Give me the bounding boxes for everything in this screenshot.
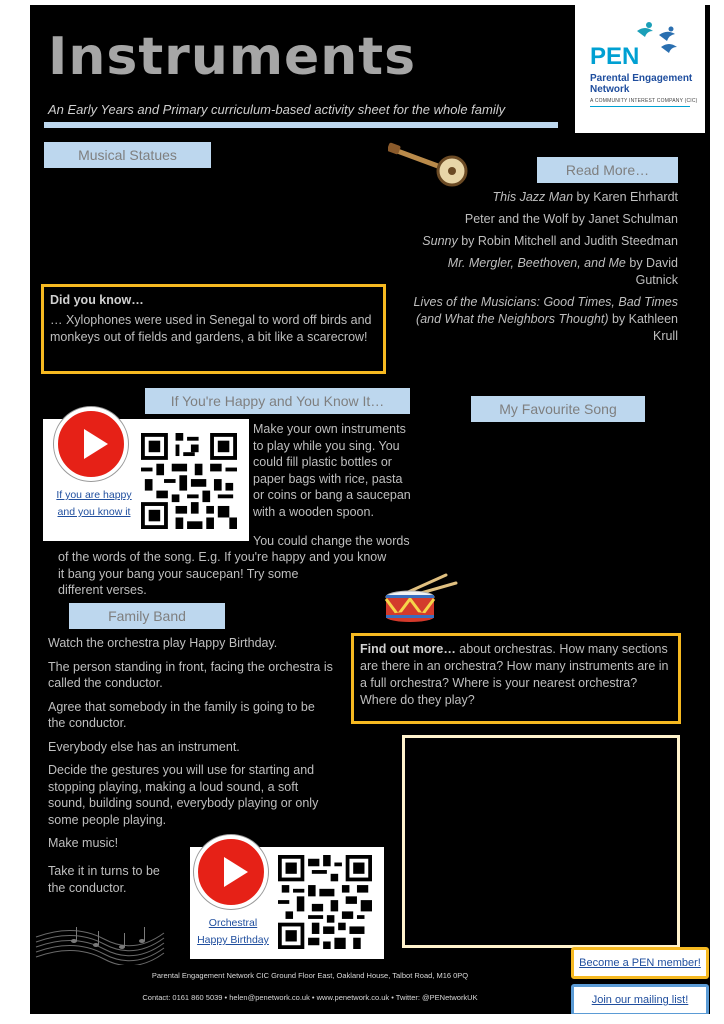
become-member-button[interactable]: Become a PEN member! — [571, 947, 709, 979]
logo-divider — [590, 106, 690, 107]
happy-song-video-card[interactable] — [43, 419, 249, 541]
find-out-more-box — [351, 633, 681, 724]
list-item: Peter and the Wolf by Janet Schulman — [464, 212, 678, 226]
page-subtitle: An Early Years and Primary curriculum-based activity sheet for the whole family — [48, 102, 506, 117]
banjo-icon — [388, 141, 470, 187]
happy-song-instructions: Make your own instruments to play while you sing. You could fill plastic bottles or paper bags with rice, pasta or coins or bang a saucepan with a wooden spoon. — [253, 422, 411, 519]
page-title: Instruments — [48, 27, 417, 87]
did-you-know-box — [41, 284, 386, 374]
play-button-icon[interactable] — [54, 407, 128, 481]
mailing-list-button[interactable]: Join our mailing list! — [571, 984, 709, 1014]
logo-name-line: Network — [590, 84, 630, 95]
list-item: Sunny by Robin Mitchell and Judith Steedman — [422, 234, 678, 248]
did-you-know-heading: Did you know… — [50, 293, 144, 307]
heading-musical-statues: Musical Statues — [44, 142, 211, 168]
list-item: Watch the orchestra play Happy Birthday. — [48, 636, 278, 650]
logo-name-line: Parental Engagement — [590, 73, 693, 84]
happy-song-verse-tip-cont: of the words of the song. E.g. If you're happy and you know it bang your bang your saucepan! Try some different verses. — [58, 550, 387, 597]
drum-icon — [384, 571, 460, 623]
happy-song-link[interactable]: If you are happy and you know it — [56, 489, 132, 518]
happy-song-verse-tip: You could change the words — [253, 534, 410, 548]
heading-read-more: Read More… — [537, 157, 678, 183]
family-band-steps — [48, 635, 333, 859]
did-you-know-text: … Xylophones were used in Senegal to word off birds and monkeys out of fields and gardens, a bit like a scarecrow! — [50, 313, 372, 344]
logo-acronym: PEN — [590, 43, 640, 70]
list-item: Make music! — [48, 836, 119, 850]
list-item: Everybody else has an instrument. — [48, 739, 240, 754]
qr-code — [278, 855, 372, 949]
list-item: This Jazz Man by Karen Ehrhardt — [492, 190, 678, 204]
title-underline — [44, 122, 558, 128]
find-out-more-heading: Find out more… — [360, 642, 456, 656]
play-button-icon[interactable] — [194, 835, 268, 909]
orchestra-video-link[interactable]: Orchestral Happy Birthday — [197, 917, 269, 946]
qr-code — [141, 433, 237, 529]
heading-family-band: Family Band — [69, 603, 225, 629]
list-item: Decide the gestures you will use for starting and stopping playing, making a loud sound, a soft sound, building sound, everybody playing or only some people playing. — [48, 763, 319, 827]
reading-list — [410, 189, 678, 350]
orchestra-video-card[interactable] — [190, 847, 384, 959]
activity-sheet — [30, 5, 710, 1014]
family-band-last-step: Take it in turns to be the conductor. — [48, 864, 160, 895]
logo-name — [590, 73, 700, 95]
footer-contact: Contact: 0161 860 5039 • helen@penetwork.co.uk • www.penetwork.co.uk • Twitter: @PENetworkUK — [142, 993, 478, 1002]
heading-favourite-song: My Favourite Song — [471, 396, 645, 422]
list-item: The person standing in front, facing the orchestra is called the conductor. — [48, 659, 333, 690]
list-item: Agree that somebody in the family is going to be the conductor. — [48, 699, 315, 730]
list-item: Mr. Mergler, Beethoven, and Me by David Gutnick — [447, 256, 678, 287]
pen-logo — [575, 5, 705, 133]
music-staff-icon — [34, 917, 166, 965]
footer-address: Parental Engagement Network CIC Ground Floor East, Oakland House, Talbot Road, M16 0PQ — [151, 971, 469, 980]
list-item: Lives of the Musicians: Good Times, Bad Times (and What the Neighbors Thought) by Kathleen Krull — [413, 295, 678, 343]
heading-happy-song: If You're Happy and You Know It… — [145, 388, 410, 414]
logo-tagline: A COMMUNITY INTEREST COMPANY (CIC) — [590, 98, 698, 104]
find-out-more-text: about orchestras. How many sections are there in an orchestra? How many instruments are in a full orchestra? Where is your nearest orchestra? Where do they play? — [360, 642, 669, 707]
favourite-song-frame — [402, 735, 680, 948]
